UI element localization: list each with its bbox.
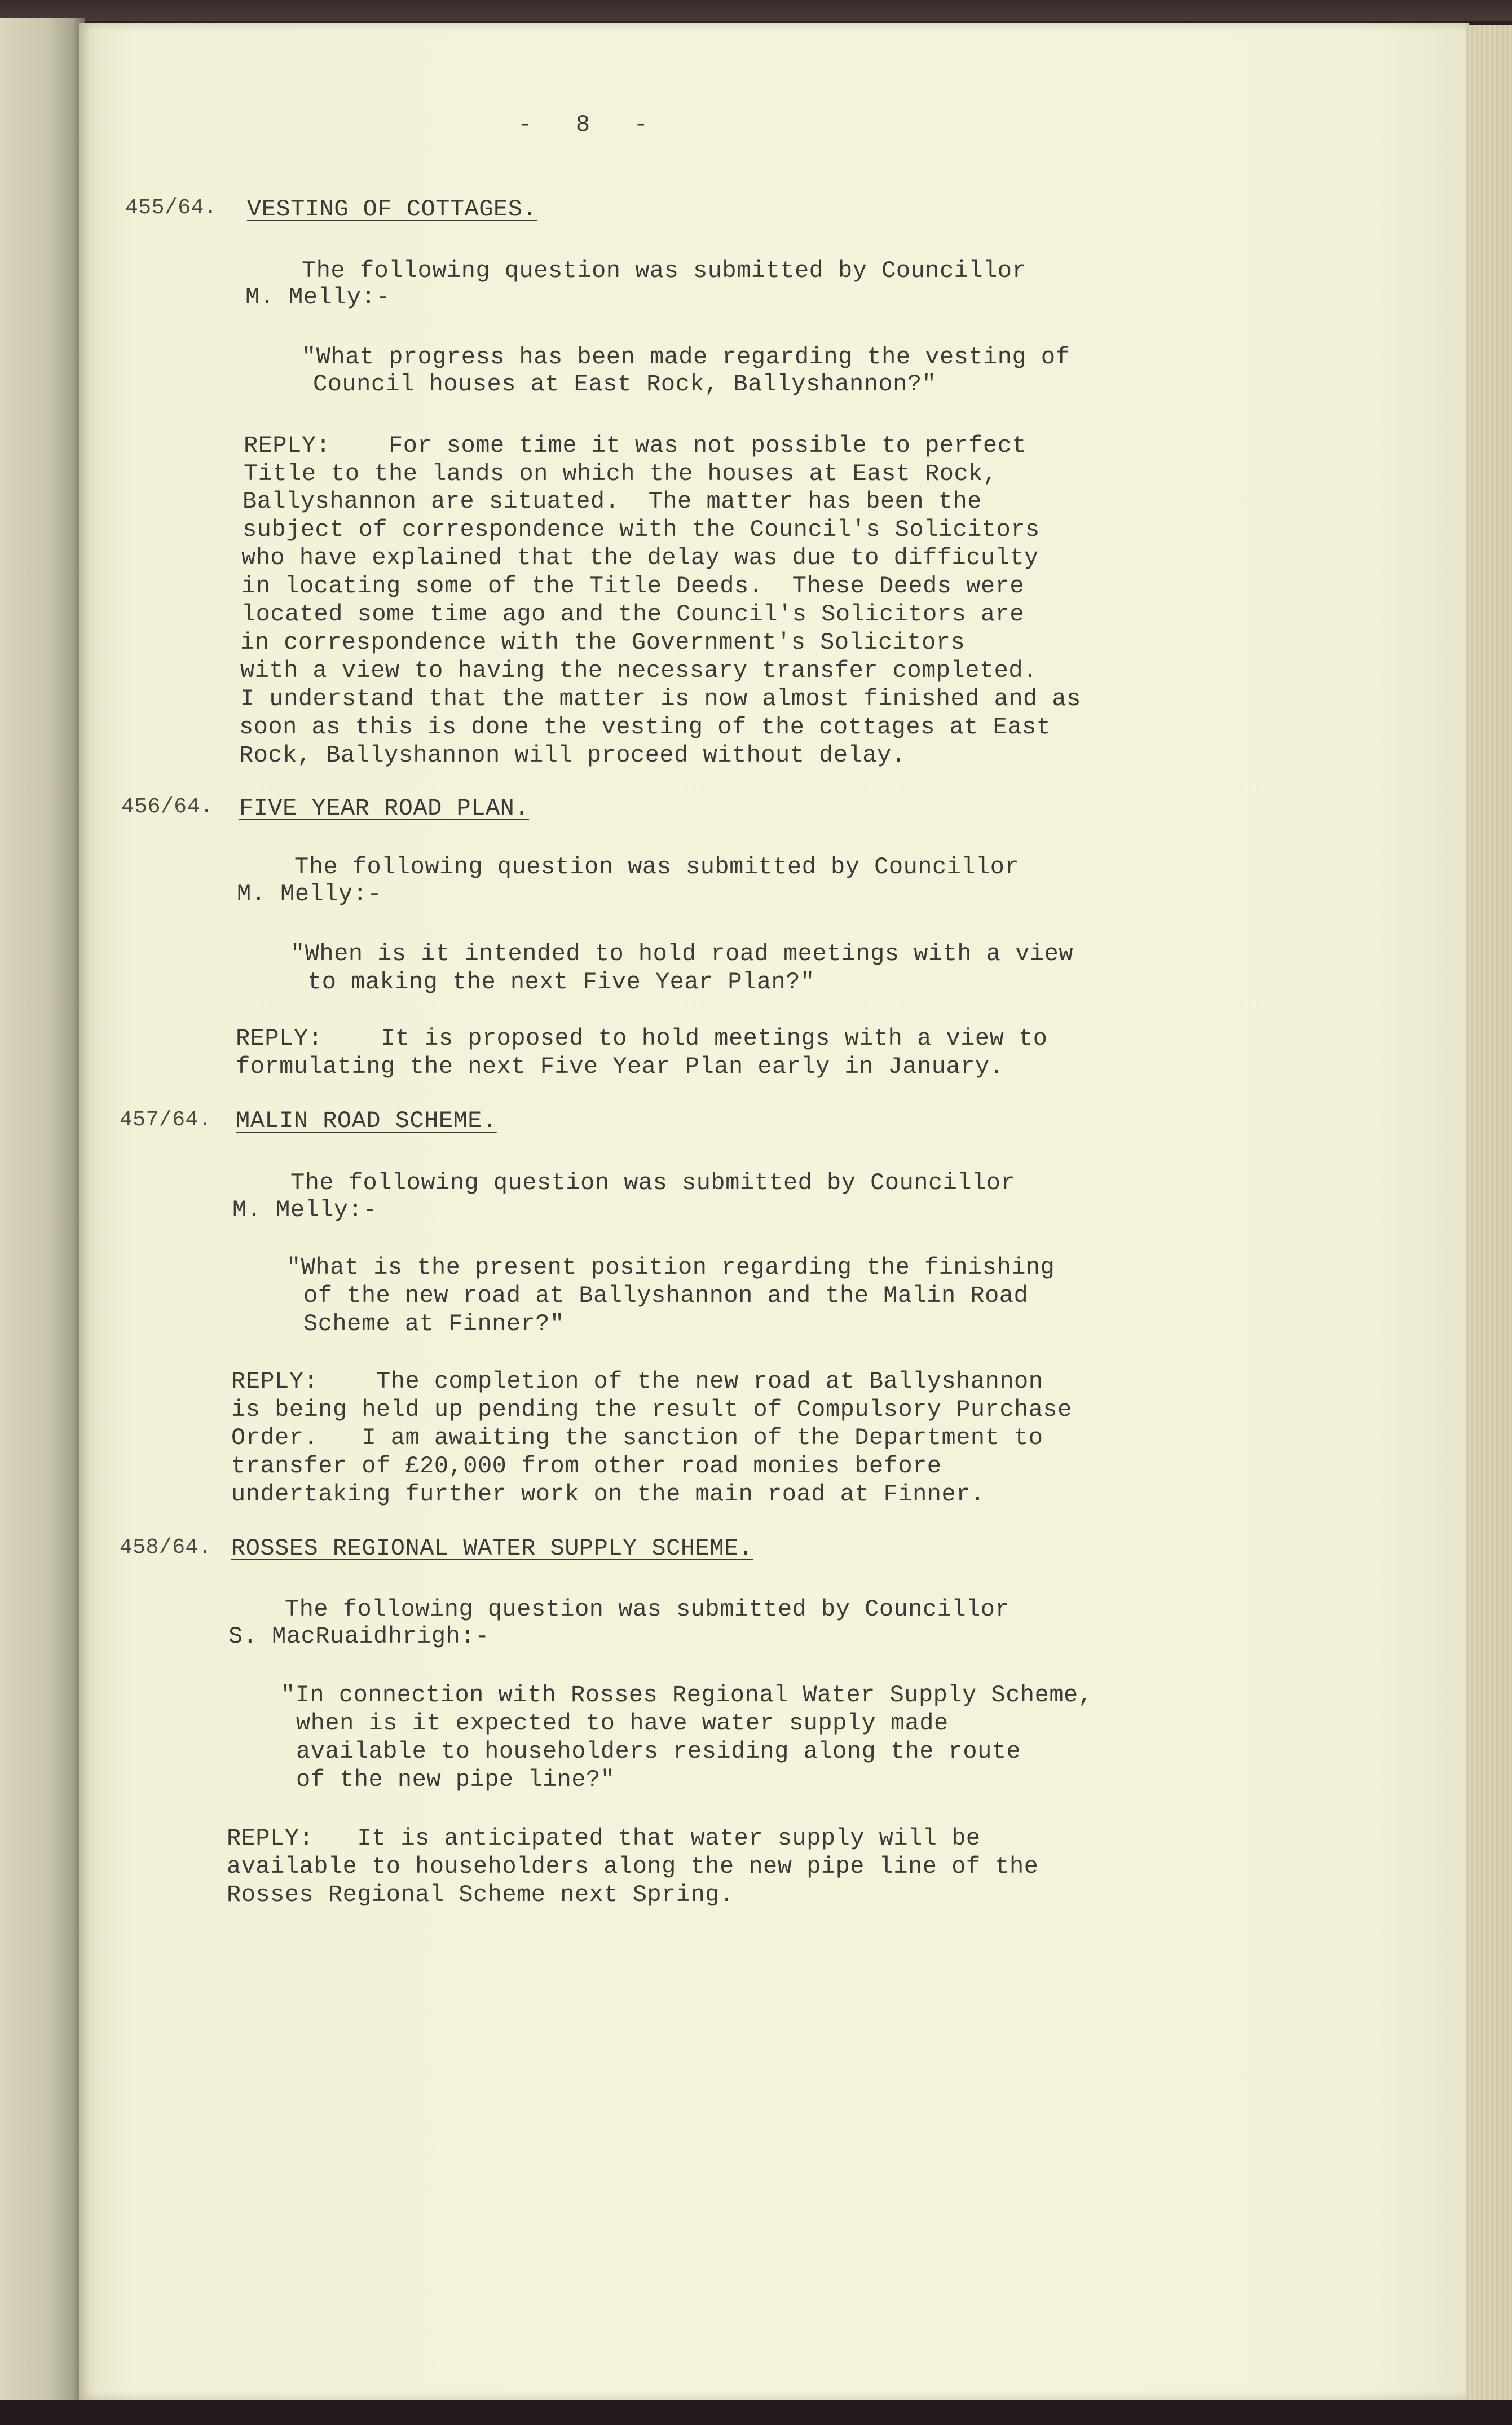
- intro-line: The following question was submitted by Councillor: [302, 257, 1027, 284]
- intro-line: S. MacRuaidhrigh:-: [228, 1623, 490, 1650]
- reply-line: is being held up pending the result of Compulsory Purchase: [231, 1396, 1072, 1423]
- reply-line: I understand that the matter is now almost finished and as: [240, 685, 1081, 712]
- reply-line: REPLY: It is anticipated that water supply will be: [227, 1825, 981, 1852]
- item-number: 458/64.: [120, 1535, 212, 1560]
- reply-line: subject of correspondence with the Council's Solicitors: [243, 516, 1040, 543]
- reply-line: transfer of £20,000 from other road monies before: [231, 1453, 942, 1480]
- item-heading: FIVE YEAR ROAD PLAN.: [239, 795, 530, 822]
- page-stack-edge: [1466, 25, 1512, 2400]
- question-line: "What progress has been made regarding the vesting of: [302, 344, 1070, 371]
- question-line: "What is the present position regarding the finishing: [286, 1254, 1055, 1281]
- reply-line: Rock, Ballyshannon will proceed without delay.: [239, 742, 906, 769]
- reply-line: soon as this is done the vesting of the cottages at East: [239, 714, 1051, 741]
- reply-line: available to householders along the new pipe line of the: [227, 1853, 1039, 1880]
- reply-line: located some time ago and the Council's Solicitors are: [241, 601, 1025, 628]
- question-line: of the new road at Ballyshannon and the Malin Road: [303, 1282, 1029, 1309]
- item-heading: MALIN ROAD SCHEME.: [236, 1107, 497, 1134]
- page-number: - 8 -: [518, 111, 649, 138]
- reply-line: undertaking further work on the main road at Finner.: [231, 1481, 985, 1508]
- reply-line: Rosses Regional Scheme next Spring.: [227, 1881, 734, 1908]
- reply-line: Title to the lands on which the houses at East Rock,: [244, 460, 998, 487]
- reply-line: REPLY: For some time it was not possible to perfect: [244, 432, 1027, 459]
- reply-line: REPLY: The completion of the new road at Ballyshannon: [231, 1368, 1043, 1395]
- question-line: "In connection with Rosses Regional Water Supply Scheme,: [281, 1682, 1093, 1709]
- reply-line: Ballyshannon are situated. The matter has been the: [243, 488, 982, 515]
- book-top-edge: [0, 0, 1512, 21]
- reply-line: in locating some of the Title Deeds. These Deeds were: [241, 573, 1025, 600]
- intro-line: The following question was submitted by Councillor: [294, 853, 1020, 881]
- book-bottom-edge: [0, 2400, 1512, 2425]
- intro-line: M. Melly:-: [232, 1196, 378, 1223]
- intro-line: The following question was submitted by Councillor: [290, 1169, 1016, 1196]
- reply-line: who have explained that the delay was due to difficulty: [241, 544, 1039, 571]
- reply-line: in correspondence with the Government's Solicitors: [240, 629, 966, 656]
- question-line: Council houses at East Rock, Ballyshannon?": [313, 371, 937, 398]
- item-number: 457/64.: [120, 1108, 212, 1132]
- intro-line: M. Melly:-: [245, 284, 391, 311]
- item-number: 455/64.: [125, 196, 218, 220]
- reply-line: with a view to having the necessary transfer completed.: [240, 657, 1038, 684]
- item-heading: VESTING OF COTTAGES.: [247, 196, 537, 223]
- question-line: "When is it intended to hold road meetings with a view: [290, 940, 1074, 967]
- reply-line: Order. I am awaiting the sanction of the Department to: [231, 1424, 1043, 1451]
- facing-page-edge: [0, 18, 85, 2401]
- intro-line: The following question was submitted by Councillor: [285, 1596, 1010, 1623]
- item-number: 456/64.: [121, 795, 214, 819]
- intro-line: M. Melly:-: [237, 881, 382, 908]
- question-line: available to householders residing along the route: [296, 1738, 1021, 1765]
- reply-line: formulating the next Five Year Plan early in January.: [236, 1053, 1004, 1080]
- question-line: when is it expected to have water supply made: [296, 1710, 949, 1737]
- question-line: of the new pipe line?": [296, 1766, 615, 1793]
- question-line: Scheme at Finner?": [303, 1310, 565, 1337]
- reply-line: REPLY: It is proposed to hold meetings with a view to: [236, 1025, 1048, 1052]
- question-line: to making the next Five Year Plan?": [307, 969, 815, 996]
- item-heading: ROSSES REGIONAL WATER SUPPLY SCHEME.: [231, 1535, 753, 1562]
